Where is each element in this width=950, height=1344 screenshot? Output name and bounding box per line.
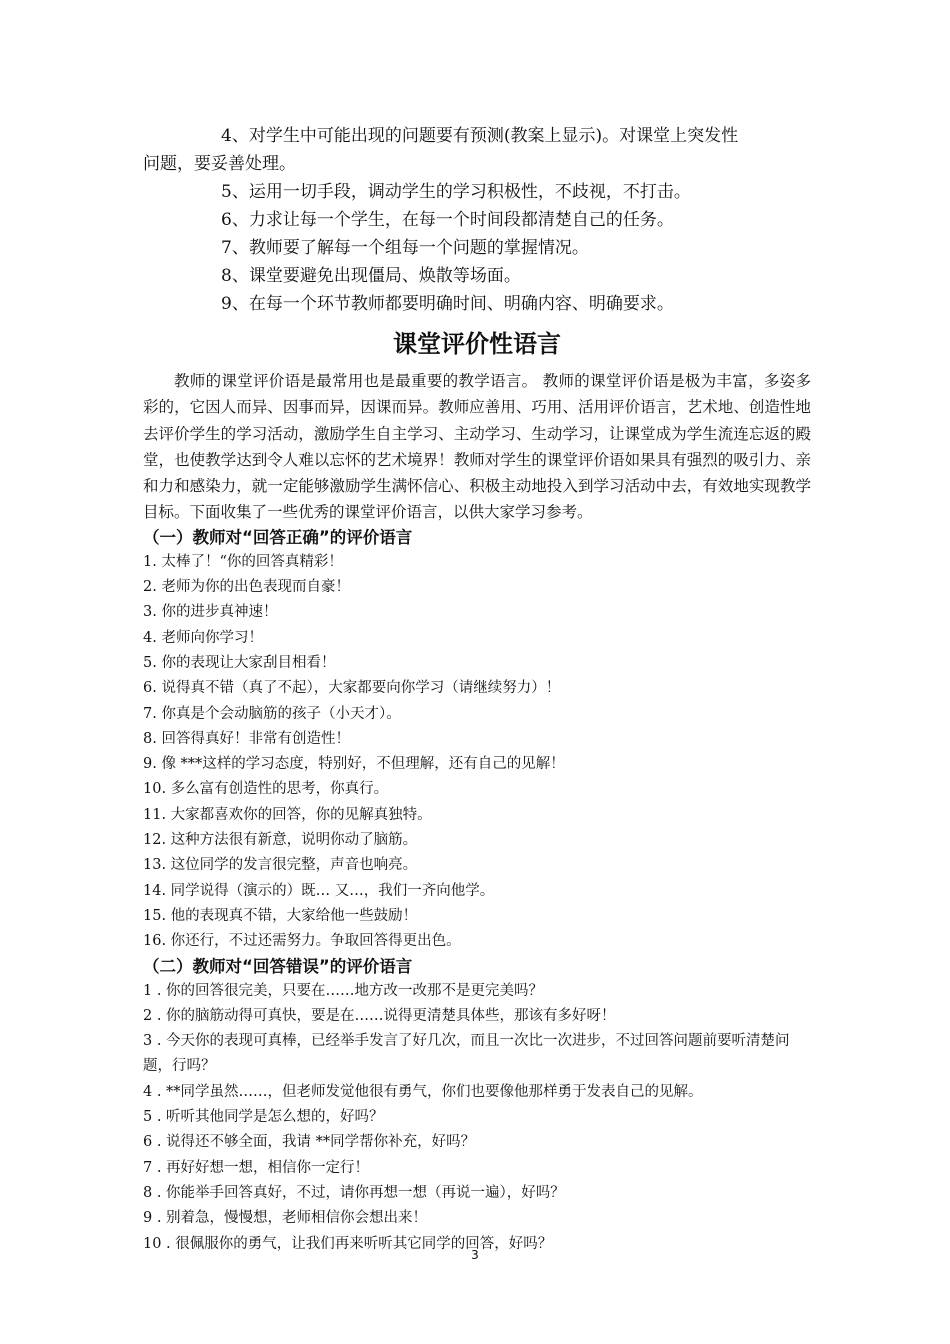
list-item: 8. 回答得真好！非常有创造性！: [143, 730, 350, 747]
page-content: [143, 122, 811, 1257]
list-item: 7 . 再好好想一想，相信你一定行！: [143, 1159, 370, 1176]
top-item-9: 9、在每一个环节教师都要明确时间、明确内容、明确要求。: [221, 294, 674, 314]
top-item-5: 5、运用一切手段，调动学生的学习积极性，不歧视，不打击。: [221, 182, 691, 202]
list-item: 10. 多么富有创造性的思考，你真行。: [143, 781, 389, 798]
list-item: 14. 同学说得（演示的）既… 又…，我们一齐向他学。: [143, 882, 495, 899]
list-item: 7. 你真是个会动脑筋的孩子（小天才）。: [143, 705, 401, 722]
list-item: 2 . 你的脑筋动得可真快，要是在……说得更清楚具体些，那该有多好呀！: [143, 1007, 616, 1024]
list-item: 4. 老师向你学习！: [143, 629, 263, 646]
list-item: 6. 说得真不错（真了不起），大家都要向你学习（请继续努力）！: [143, 680, 561, 697]
top-item-4: [143, 122, 811, 178]
section1-heading: （一）教师对“回答正确”的评价语言: [143, 527, 413, 547]
top-item-6: 6、力求让每一个学生，在每一个时间段都清楚自己的任务。: [221, 210, 674, 230]
list-item: 4 . **同学虽然……，但老师发觉他很有勇气，你们也要像他那样勇于发表自己的见解。: [143, 1083, 703, 1100]
section-title: 课堂评价性语言: [393, 330, 561, 358]
list-item: 9 . 别着急，慢慢想，老师相信你会想出来！: [143, 1210, 428, 1227]
list-item: 1 . 你的回答很完美，只要在……地方改一改那不是更完美吗？: [143, 982, 544, 999]
top-item-4-line1: 4、对学生中可能出现的问题要有预测(教案上显示)。对课堂上突发性: [221, 126, 739, 146]
section2-list: [143, 979, 811, 1257]
list-item: 8 . 你能举手回答真好，不过，请你再想一想（再说一遍），好吗？: [143, 1184, 565, 1201]
intro-paragraph: 教师的课堂评价语是最常用也是最重要的教学语言。 教师的课堂评价语是极为丰富，多姿多彩的，它因人而异、因事而异，因课而异。教师应善用、巧用、活用评价语言，艺术地、创造性地去评价学生的学习活动，激励学生自主学习、主动学习、生动学习，让课堂成为学生流连忘返的殿堂，也使教学达到令人难以忘怀的艺术境界！教师对学生的课堂评价语如果具有强烈的吸引力、亲和力和感染力，就一定能够激励学生满怀信心、积极主动地投入到学习活动中去，有效地实现教学目标。下面收集了一些优秀的课堂评价语言，以供大家学习参考。: [143, 372, 811, 522]
list-item: 12. 这种方法很有新意，说明你动了脑筋。: [143, 832, 418, 849]
list-item: 9. 像 ***这样的学习态度，特别好，不但理解，还有自己的见解！: [143, 756, 565, 773]
list-item: 13. 这位同学的发言很完整，声音也响亮。: [143, 857, 418, 874]
list-item: 11. 大家都喜欢你的回答，你的见解真独特。: [143, 806, 432, 823]
list-item: 2. 老师为你的出色表现而自豪！: [143, 579, 350, 596]
section1-list: [143, 550, 811, 955]
page-number: 3: [471, 1248, 479, 1262]
list-item: 5. 你的表现让大家刮目相看！: [143, 654, 336, 671]
list-item: 3 . 今天你的表现可真棒，已经举手发言了好几次，而且一次比一次进步，不过回答问题前要听清楚问题，行吗？: [143, 1033, 790, 1075]
list-item: 3. 你的进步真神速！: [143, 604, 278, 621]
list-item: 5 . 听听其他同学是怎么想的，好吗？: [143, 1109, 384, 1126]
section2-heading: （二）教师对“回答错误”的评价语言: [143, 956, 413, 976]
top-item-8: 8、课堂要避免出现僵局、焕散等场面。: [221, 266, 521, 286]
top-numbered-list: [143, 122, 811, 318]
top-item-7: 7、教师要了解每一个组每一个问题的掌握情况。: [221, 238, 589, 258]
list-item: 10 . 很佩服你的勇气，让我们再来听听其它同学的回答，好吗？: [143, 1235, 553, 1252]
list-item: 15. 他的表现真不错，大家给他一些鼓励！: [143, 907, 418, 924]
list-item: 16. 你还行，不过还需努力。争取回答得更出色。: [143, 933, 461, 950]
list-item: 1. 太棒了！“你的回答真精彩！: [143, 553, 343, 570]
top-item-4-line2: 问题，要妥善处理。: [143, 154, 296, 174]
list-item: 6 . 说得还不够全面，我请 **同学帮你补充，好吗？: [143, 1134, 476, 1151]
